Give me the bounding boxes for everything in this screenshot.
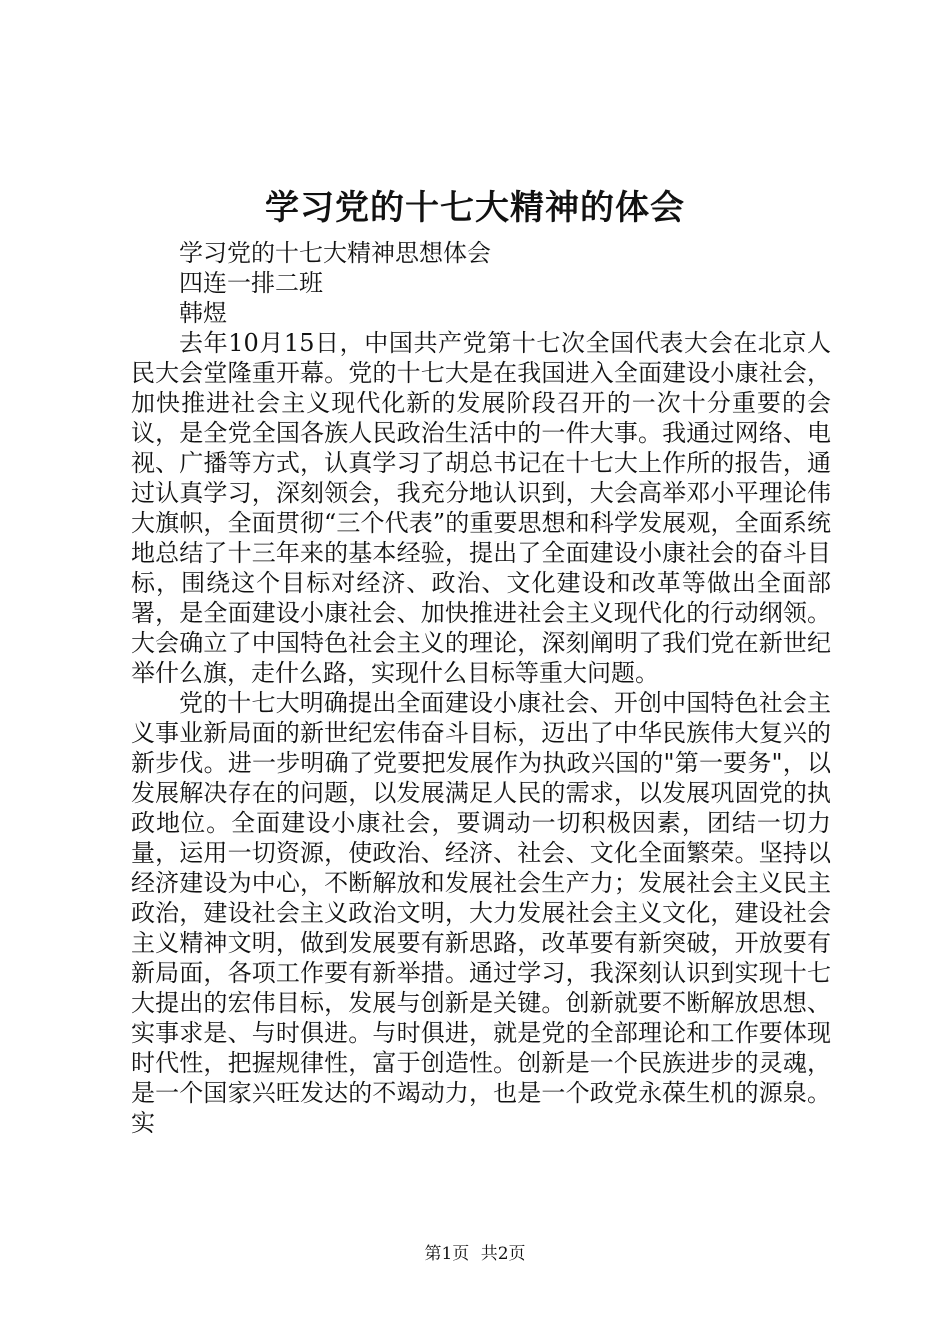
document-subtitle: 学习党的十七大精神思想体会 [179, 239, 491, 267]
paragraph-1: 去年10月15日，中国共产党第十七次全国代表大会在北京人民大会堂隆重开幕。党的十七大是在我国进入全面建设小康社会，加快推进社会主义现代化新的发展阶段召开的一次十分重要的会议，是全党全国各族人民政治生活中的一件大事。我通过网络、电视、广播等方式，认真学习了胡总书记在十七大上作所的报告，通过认真学习，深刻领会，我充分地认识到，大会高举邓小平理论伟大旗帜，全面贯彻“三个代表”的重要思想和科学发展观，全面系统地总结了十三年来的基本经验，提出了全面建设小康社会的奋斗目标，围绕这个目标对经济、政治、文化建设和改革等做出全面部署，是全面建设小康社会、加快推进社会主义现代化的行动纲领。大会确立了中国特色社会主义的理论，深刻阐明了我们党在新世纪举什么旗，走什么路，实现什么目标等重大问题。 [131, 329, 831, 687]
document-title: 学习党的十七大精神的体会 [265, 188, 685, 228]
page-total: 共2页 [480, 1244, 526, 1264]
author-name: 韩煜 [179, 299, 227, 327]
author-unit: 四连一排二班 [179, 269, 323, 297]
document-body [131, 238, 831, 1138]
paragraph-2: 党的十七大明确提出全面建设小康社会、开创中国特色社会主义事业新局面的新世纪宏伟奋斗目标，迈出了中华民族伟大复兴的新步伐。进一步明确了党要把发展作为执政兴国的"第一要务"，以发展解决存在的问题，以发展满足人民的需求，以发展巩固党的执政地位。全面建设小康社会，要调动一切积极因素，团结一切力量，运用一切资源，使政治、经济、社会、文化全面繁荣。坚持以经济建设为中心，不断解放和发展社会生产力；发展社会主义民主政治，建设社会主义政治文明，大力发展社会主义文化，建设社会主义精神文明，做到发展要有新思路，改革要有新突破，开放要有新局面，各项工作要有新举措。通过学习，我深刻认识到实现十七大提出的宏伟目标，发展与创新是关键。创新就要不断解放思想、实事求是、与时俱进。与时俱进，就是党的全部理论和工作要体现时代性，把握规律性，富于创造性。创新是一个民族进步的灵魂，是一个国家兴旺发达的不竭动力，也是一个政党永葆生机的源泉。实 [131, 689, 831, 1137]
page-number: 第1页 [424, 1244, 470, 1264]
page-footer [0, 1243, 950, 1265]
